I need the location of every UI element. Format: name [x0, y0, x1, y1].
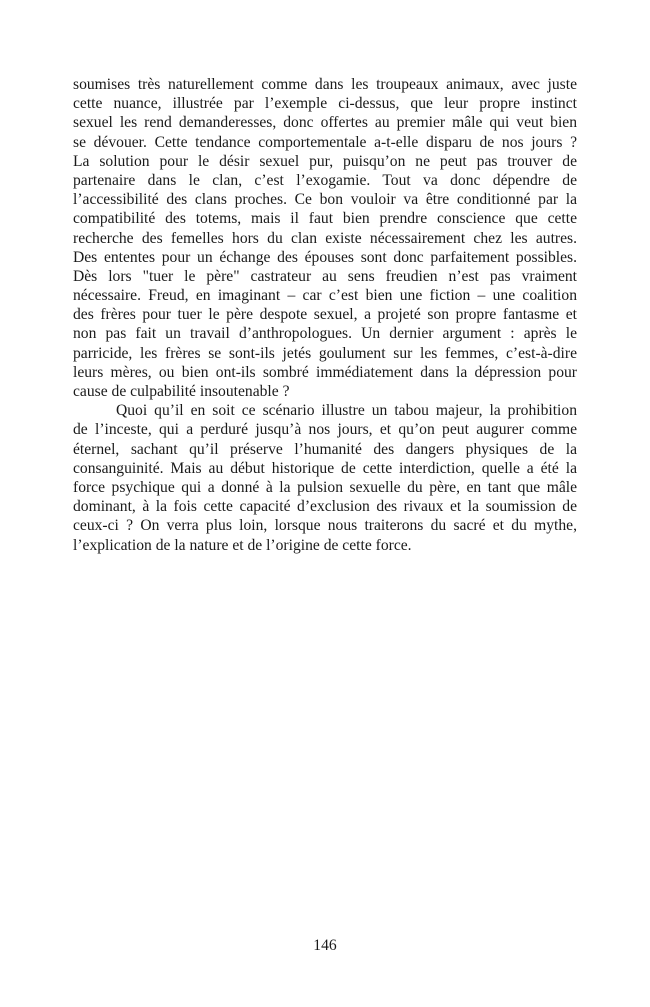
text-line: Quoi qu’il en soit ce scénario illustre un tabou majeur, la prohibition	[116, 402, 577, 420]
page-number: 146	[313, 937, 337, 954]
text-line: Des ententes pour un échange des épouses sont donc parfaitement possibles.	[73, 248, 577, 266]
text-line: non pas fait un travail d’anthropologues. Un dernier argument : après le	[73, 325, 577, 343]
text-line: La solution pour le désir sexuel pur, puisqu’on ne peut pas trouver de	[73, 152, 577, 170]
text-line: compatibilité des totems, mais il faut bien prendre conscience que cette	[73, 210, 577, 228]
text-line: Dès lors "tuer le père" castrateur au sens freudien n’est pas vraiment	[73, 267, 577, 285]
text-line: sexuel les rend demanderesses, donc offertes au premier mâle qui veut bien	[73, 114, 577, 132]
text-line: l’accessibilité des clans proches. Ce bon vouloir va être conditionné par la	[73, 191, 577, 209]
page-body	[73, 75, 577, 555]
text-line: éternel, sachant qu’il préserve l’humanité des dangers physiques de la	[73, 440, 577, 458]
text-line: consanguinité. Mais au début historique de cette interdiction, quelle a été la	[73, 459, 577, 477]
text-line: ceux-ci ? On verra plus loin, lorsque nous traiterons du sacré et du mythe,	[73, 517, 577, 535]
text-line: l’explication de la nature et de l’origine de cette force.	[73, 536, 412, 554]
text-line: leurs mères, ou bien ont-ils sombré immédiatement dans la dépression pour	[73, 363, 577, 381]
text-line: cause de culpabilité insoutenable ?	[73, 383, 290, 400]
text-line: recherche des femelles hors du clan existe nécessairement chez les autres.	[73, 229, 577, 247]
paragraph-1	[73, 75, 577, 401]
text-line: se dévouer. Cette tendance comportementale a-t-elle disparu de nos jours ?	[73, 133, 577, 151]
text-line: force psychique qui a donné à la pulsion sexuelle du père, en tant que mâle	[73, 478, 577, 496]
text-line: dominant, à la fois cette capacité d’exclusion des rivaux et la soumission de	[73, 498, 577, 516]
text-line: partenaire dans le clan, c’est l’exogamie. Tout va donc dépendre de	[73, 171, 577, 189]
text-line: nécessaire. Freud, en imaginant – car c’est bien une fiction – une coalition	[73, 287, 577, 305]
text-line: de l’inceste, qui a perduré jusqu’à nos jours, et qu’on peut augurer comme	[73, 421, 577, 439]
paragraph-2	[73, 401, 577, 555]
text-line: parricide, les frères se sont-ils jetés goulument sur les femmes, c’est-à-dire	[73, 344, 577, 362]
text-line: cette nuance, illustrée par l’exemple ci-dessus, que leur propre instinct	[73, 95, 577, 113]
text-line: soumises très naturellement comme dans les troupeaux animaux, avec juste	[73, 76, 577, 93]
text-line: des frères pour tuer le père despote sexuel, a projeté son propre fantasme et	[73, 306, 577, 324]
